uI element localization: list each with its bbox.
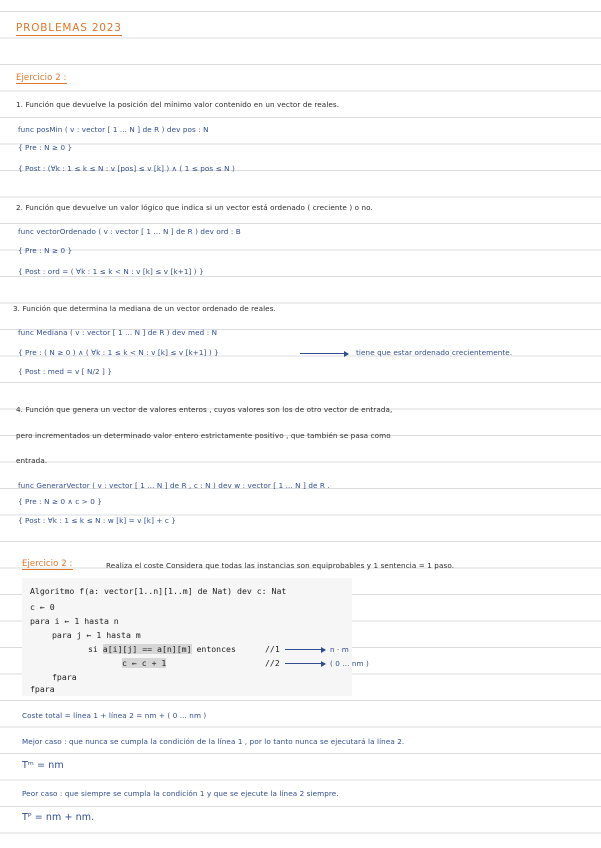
line-1-cost: n · m [330, 645, 349, 654]
problem-4-statement-line-1: 4. Función que genera un vector de valores enteros , cuyos valores son los de otro vector de entrada, [16, 405, 393, 414]
best-case-cost: Tᵐ = nm [22, 760, 64, 771]
line-2-arrow [285, 663, 325, 664]
code-block [22, 578, 352, 696]
code-line-5 [88, 644, 236, 654]
code-line-4: para j ← 1 hasta m [52, 630, 141, 640]
best-case: Mejor caso : que nunca se cumpla la condición de la línea 1 , por lo tanto nunca se ejecutará la línea 2. [22, 737, 405, 746]
worst-case: Peor caso : que siempre se cumpla la condición 1 y que se ejecute la línea 2 siempre. [22, 789, 339, 798]
problem-2-pre: { Pre : N ≥ 0 } [18, 246, 73, 255]
problem-3-pre-note: tiene que estar ordenado crecientemente. [356, 348, 513, 357]
problem-3-func: func Mediana ( v : vector [ 1 ... N ] de R ) dev med : N [18, 328, 218, 337]
problem-3-pre: { Pre : ( N ≥ 0 ) ∧ ( ∀k : 1 ≤ k < N : v [k] ≤ v [k+1] ) } [18, 348, 219, 357]
problem-1-statement: 1. Función que devuelve la posición del mínimo valor contenido en un vector de reales. [16, 100, 340, 109]
line-1-arrow [285, 649, 325, 650]
code-condition: a[i][j] == a[n][m] [102, 644, 192, 654]
problem-1-post: { Post : (∀k : 1 ≤ k ≤ N : v [pos] ≤ v [k] ) ∧ ( 1 ≤ pos ≤ N ) [18, 164, 235, 173]
code-if-keyword: si [88, 644, 98, 654]
code-line-7: fpara [52, 672, 77, 682]
problem-1-func: func posMin ( v : vector [ 1 ... N ] de R ) dev pos : N [18, 125, 209, 134]
note-arrow [300, 353, 348, 354]
line-2-tag: //2 [265, 658, 280, 668]
problem-4-statement-line-3: entrada. [16, 456, 48, 465]
code-line-8: fpara [30, 684, 55, 694]
line-1-tag: //1 [265, 644, 280, 654]
problem-4-post: { Post : ∀k : 1 ≤ k ≤ N : w [k] = v [k] + c } [18, 516, 176, 525]
page-title: PROBLEMAS 2023 [16, 22, 122, 34]
exercise-heading: Ejercicio 2 : [16, 73, 67, 83]
problem-4-pre: { Pre : N ≥ 0 ∧ c > 0 } [18, 497, 102, 506]
cost-total: Coste total = línea 1 + línea 2 = nm + ( 0 ... nm ) [22, 711, 207, 720]
problem-2-post: { Post : ord = ( ∀k : 1 ≤ k < N : v [k] ≤ v [k+1] ) } [18, 267, 204, 276]
problem-4-statement-line-2: pero incrementados un determinado valor entero estrictamente positivo , que también se pasa como [16, 431, 391, 440]
exercise-2b-heading: Ejercicio 2 : [22, 559, 73, 569]
code-line-6: c ← c + 1 [122, 658, 167, 668]
problem-2-func: func vectorOrdenado ( v : vector [ 1 ... N ] de R ) dev ord : B [18, 227, 241, 236]
problem-1-pre: { Pre : N ≥ 0 } [18, 143, 73, 152]
exercise-2b-statement: Realiza el coste Considera que todas las instancias son equiprobables y 1 sentencia = 1 paso. [106, 561, 455, 570]
problem-3-statement: 3. Función que determina la mediana de un vector ordenado de reales. [13, 304, 276, 313]
code-line-1: Algoritmo f(a: vector[1..n][1..m] de Nat) dev c: Nat [30, 586, 287, 596]
problem-4-func: func GenerarVector ( v : vector [ 1 ... N ] de R , c : N ) dev w : vector [ 1 ... N ] de R . [18, 481, 330, 490]
code-line-2: c ← 0 [30, 602, 55, 612]
problem-3-post: { Post : med = v [ N/2 ] } [18, 367, 113, 376]
worst-case-cost: Tᴾ = nm + nm. [22, 812, 95, 823]
code-line-3: para i ← 1 hasta n [30, 616, 119, 626]
problem-2-statement: 2. Función que devuelve un valor lógico que indica si un vector está ordenado ( creciente ) o no. [16, 203, 373, 212]
line-2-cost: ( 0 ... nm ) [330, 659, 369, 668]
code-then-keyword: entonces [196, 644, 236, 654]
